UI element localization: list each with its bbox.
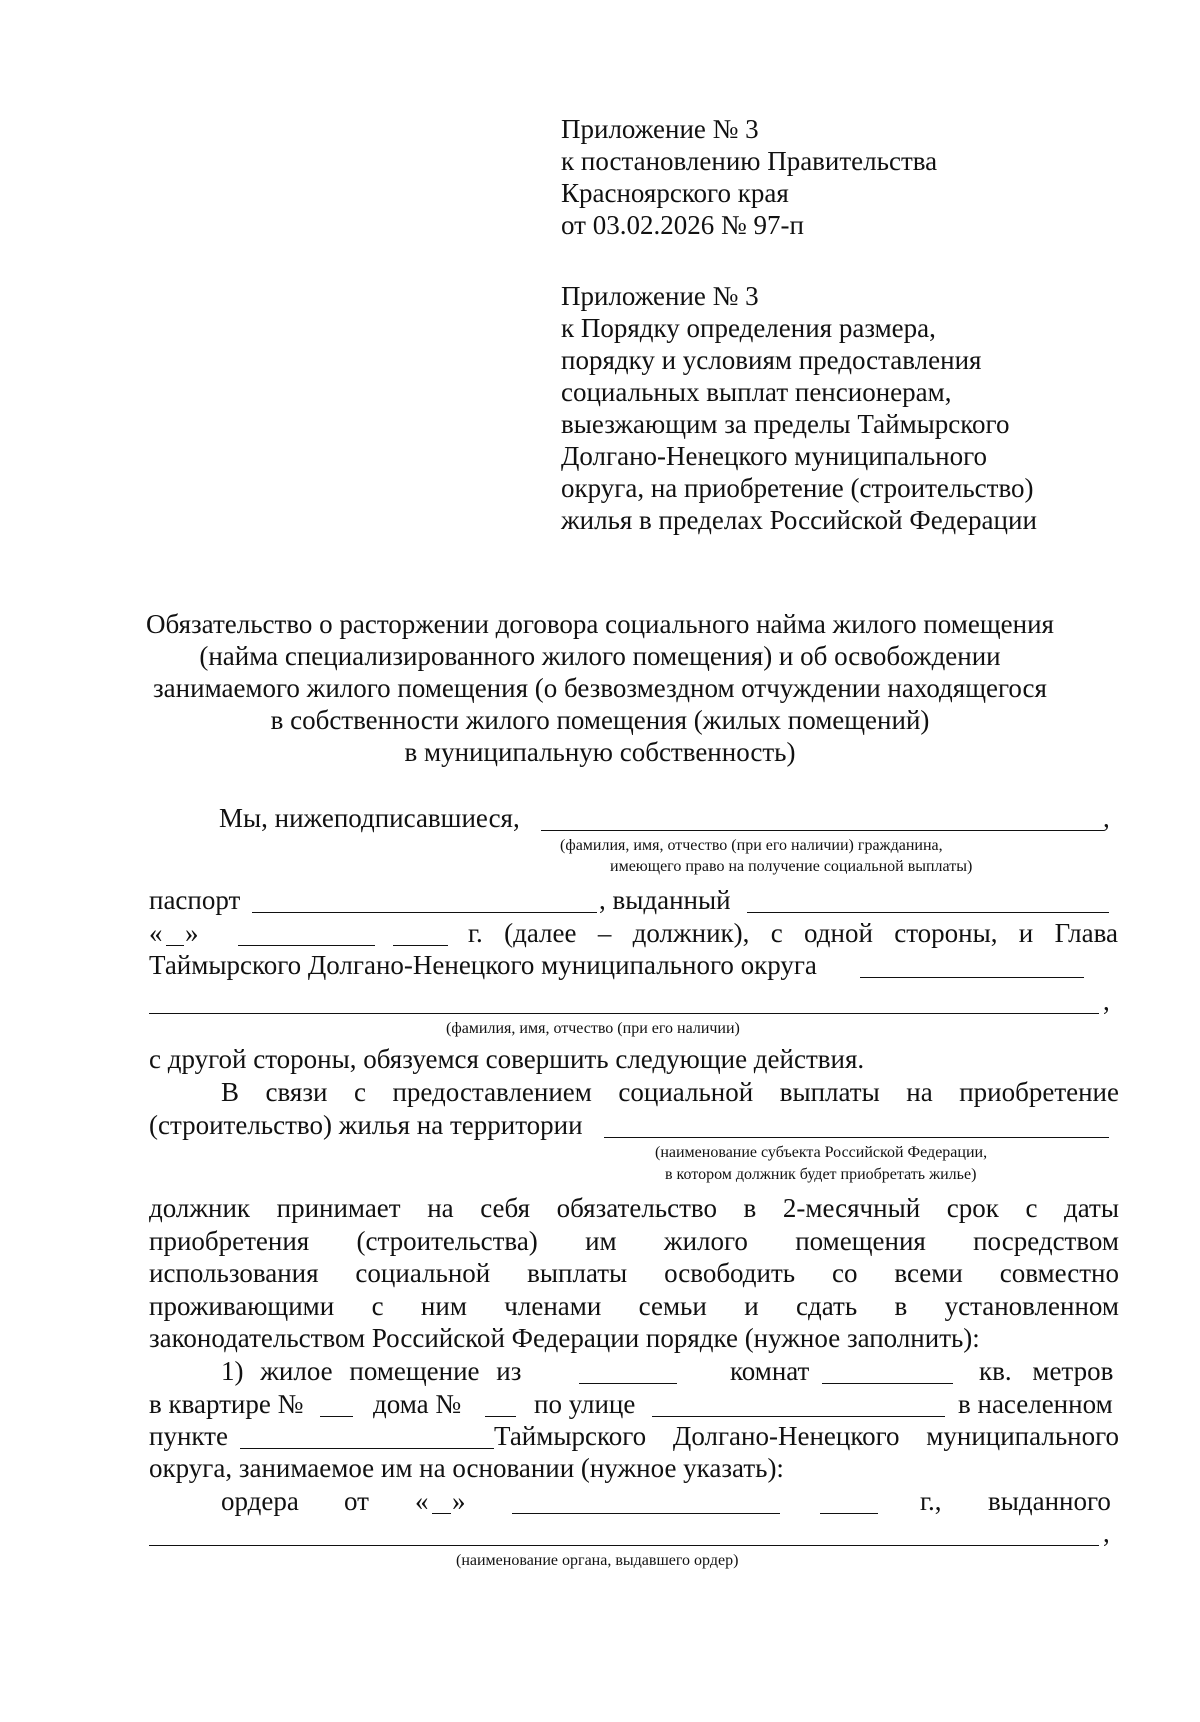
paragraph-line: должник принимает на себя обязательство в 2-месячный срок с даты	[149, 1193, 1119, 1223]
annex-block-procedure	[561, 280, 1037, 536]
street-label: по улице	[534, 1389, 636, 1419]
house-number-field[interactable]	[485, 1416, 516, 1417]
point-label: пункте	[149, 1421, 228, 1451]
paragraph-line: В связи с предоставлением социальной выплаты на приобретение	[221, 1077, 1119, 1107]
paragraph-line: проживающими с ним членами семьи и сдать в установленном	[149, 1291, 1119, 1321]
paragraph-line: (строительство) жилья на территории	[149, 1110, 583, 1140]
title-line: занимаемого жилого помещения (о безвозмездном отчуждении находящегося	[153, 673, 1047, 703]
annex-line: социальных выплат пенсионерам,	[561, 377, 952, 407]
passport-month-field[interactable]	[238, 945, 375, 946]
head-of-okrug-text: Таймырского Долгано-Ненецкого муниципального округа	[149, 950, 817, 980]
passport-issuer-field[interactable]	[747, 912, 1109, 913]
apartment-number-field[interactable]	[320, 1416, 353, 1417]
title-line: (найма специализированного жилого помещения) и об освобождении	[199, 641, 1001, 671]
citizen-name-field[interactable]	[541, 830, 1104, 831]
passport-year-field[interactable]	[393, 945, 448, 946]
passport-label: паспорт	[149, 885, 241, 915]
apartment-label: в квартире №	[149, 1389, 304, 1419]
title-line: в собственности жилого помещения (жилых помещений)	[270, 705, 930, 735]
square-meters-field[interactable]	[822, 1383, 953, 1384]
hint-fio: (фамилия, имя, отчество (при его наличии)	[446, 1020, 740, 1037]
hint-citizen: имеющего право на получение социальной выплаты)	[610, 858, 973, 875]
territory-field[interactable]	[604, 1137, 1109, 1138]
annex-line: к Порядку определения размера,	[561, 313, 936, 343]
annex-line: к постановлению Правительства	[561, 146, 938, 176]
settlement-label: в населенном	[958, 1389, 1113, 1419]
taimyr-text: Таймырского Долгано-Ненецкого муниципального	[494, 1421, 1119, 1451]
item1-text: 1) жилое помещение из	[221, 1356, 522, 1386]
head-position-field[interactable]	[860, 977, 1084, 978]
paragraph-line: законодательством Российской Федерации порядке (нужное заполнить):	[149, 1323, 980, 1353]
quote-close: »	[452, 1486, 466, 1516]
paragraph-line: приобретения (строительства) им жилого помещения посредством	[149, 1226, 1119, 1256]
year-debtor-text: г. (далее – должник), с одной стороны, и Глава	[468, 918, 1118, 948]
comma: ,	[1103, 1518, 1110, 1548]
comma: ,	[1103, 986, 1110, 1016]
annex-line: от 03.02.2026 № 97-п	[561, 210, 804, 240]
rooms-label: комнат	[730, 1356, 810, 1386]
hint-org: (наименование органа, выдавшего ордер)	[456, 1552, 739, 1569]
quote-open: «	[415, 1486, 429, 1516]
house-label: дома №	[373, 1389, 462, 1419]
quote-close: »	[185, 918, 199, 948]
hint-subject: в котором должник будет приобретать жилье)	[665, 1166, 977, 1183]
document-title	[0, 608, 1200, 768]
order-label: ордера	[221, 1486, 299, 1516]
from-label: от	[344, 1486, 369, 1516]
passport-day-field[interactable]	[166, 945, 184, 946]
passport-number-field[interactable]	[252, 912, 597, 913]
comma: ,	[1103, 803, 1110, 833]
other-side-text: с другой стороны, обязуемся совершить следующие действия.	[149, 1044, 865, 1074]
quote-open: «	[149, 918, 163, 948]
head-name-field[interactable]	[149, 1013, 1099, 1014]
year-label: г.,	[920, 1486, 942, 1516]
annex-line: выезжающим за пределы Таймырского	[561, 409, 1010, 439]
annex-line: Приложение № 3	[561, 114, 759, 144]
issued-label: , выданный	[599, 885, 731, 915]
we-undersigned-label: Мы, нижеподписавшиеся,	[219, 803, 520, 833]
sq-meters-label: кв. метров	[979, 1356, 1114, 1386]
hint-citizen: (фамилия, имя, отчество (при его наличии) гражданина,	[560, 837, 943, 854]
okrug-basis-text: округа, занимаемое им на основании (нужное указать):	[149, 1453, 784, 1483]
settlement-field[interactable]	[240, 1448, 494, 1449]
annex-line: Приложение № 3	[561, 281, 759, 311]
annex-line: Красноярского края	[561, 178, 789, 208]
issued-by-label: выданного	[988, 1486, 1111, 1516]
order-issuer-field[interactable]	[149, 1545, 1099, 1546]
title-line: Обязательство о расторжении договора социального найма жилого помещения	[146, 609, 1054, 639]
annex-line: порядку и условиям предоставления	[561, 345, 982, 375]
paragraph-line: использования социальной выплаты освободить со всеми совместно	[149, 1258, 1119, 1288]
order-year-field[interactable]	[820, 1513, 878, 1514]
annex-line: жилья в пределах Российской Федерации	[561, 505, 1037, 535]
order-day-field[interactable]	[432, 1513, 451, 1514]
street-field[interactable]	[652, 1416, 945, 1417]
title-line: в муниципальную собственность)	[404, 737, 796, 767]
annex-line: округа, на приобретение (строительство)	[561, 473, 1034, 503]
rooms-count-field[interactable]	[579, 1383, 677, 1384]
hint-subject: (наименование субъекта Российской Федерации,	[655, 1144, 988, 1161]
annex-line: Долгано-Ненецкого муниципального	[561, 441, 987, 471]
order-month-field[interactable]	[512, 1513, 780, 1514]
annex-block-government	[561, 113, 937, 241]
